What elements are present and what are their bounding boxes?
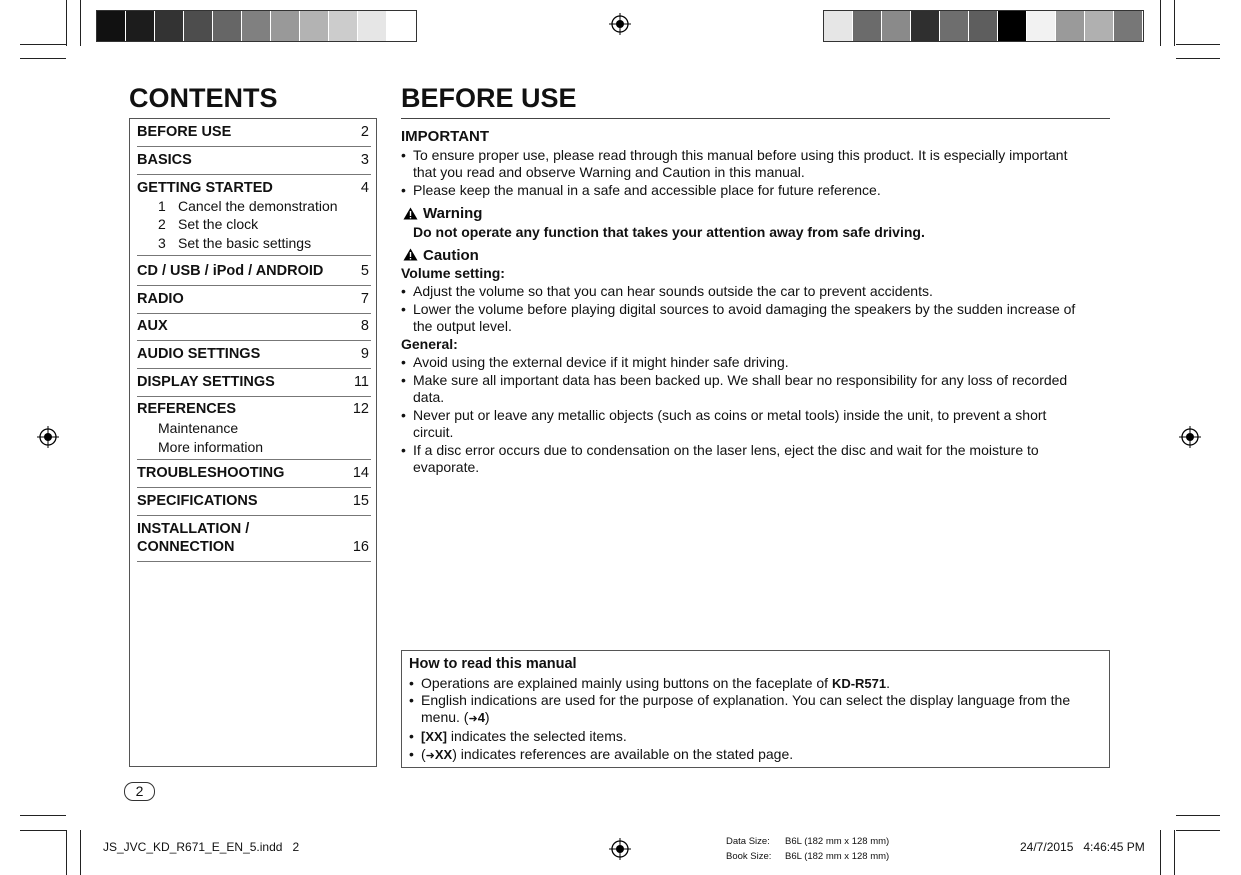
- bullet-dot: •: [401, 407, 406, 423]
- footer-filename: JS_JVC_KD_R671_E_EN_5.indd 2: [103, 840, 300, 854]
- how-bullet-3: [XX] indicates the selected items.: [421, 728, 627, 744]
- color-swatch: [97, 11, 126, 41]
- book-size-value: B6L (182 mm x 128 mm): [785, 851, 890, 862]
- color-swatch: [911, 11, 940, 41]
- page-number: 2: [124, 782, 155, 801]
- toc-page: 5: [360, 263, 369, 279]
- toc-page: 2: [360, 124, 369, 140]
- color-swatch: [184, 11, 213, 41]
- data-size-value: B6L (182 mm x 128 mm): [785, 836, 890, 847]
- toc-label: REFERENCES: [137, 401, 237, 417]
- toc-label: CD / USB / iPod / ANDROID: [137, 263, 324, 279]
- toc-page: 9: [360, 346, 369, 362]
- toc-item-troubleshooting[interactable]: [137, 465, 371, 488]
- bullet-dot: •: [401, 372, 406, 388]
- bullet-dot: •: [409, 728, 414, 744]
- bullet-dot: •: [401, 442, 406, 458]
- how-to-read-box: [401, 650, 1110, 768]
- toc-label: GETTING STARTED: [137, 180, 273, 196]
- color-swatch: [1027, 11, 1056, 41]
- important-bullet-1: To ensure proper use, please read through this manual before using this product. It is especially important that you read and observe Warning and Caution in this manual.: [413, 147, 1068, 180]
- registration-mark-icon: [609, 838, 631, 860]
- arrow-right-icon: ➜: [468, 713, 478, 725]
- important-heading: IMPORTANT: [401, 128, 490, 145]
- color-swatch: [853, 11, 882, 41]
- color-swatch: [824, 11, 853, 41]
- toc-page: 3: [360, 152, 369, 168]
- toc-page: 12: [352, 401, 369, 417]
- color-swatch: [969, 11, 998, 41]
- toc-label: CONNECTION: [137, 539, 235, 555]
- toc-label: DISPLAY SETTINGS: [137, 374, 275, 390]
- toc-page: 16: [352, 539, 369, 555]
- how-to-read-heading: How to read this manual: [409, 656, 577, 672]
- contents-title: CONTENTS: [129, 83, 278, 113]
- bullet-dot: •: [409, 692, 414, 708]
- color-swatch: [1085, 11, 1114, 41]
- caution-icon: [403, 248, 418, 261]
- color-bar-right: [823, 10, 1144, 42]
- color-swatch: [213, 11, 242, 41]
- table-of-contents: [129, 118, 377, 767]
- color-swatch: [242, 11, 271, 41]
- volume-bullet-1: Adjust the volume so that you can hear sounds outside the car to prevent accidents.: [413, 283, 933, 299]
- color-swatch: [329, 11, 358, 41]
- toc-page: 11: [353, 374, 369, 390]
- toc-label: AUDIO SETTINGS: [137, 346, 261, 362]
- toc-item-cd-usb[interactable]: [137, 263, 371, 286]
- registration-mark-icon: [1179, 426, 1201, 448]
- toc-sub-item[interactable]: More information: [158, 439, 264, 455]
- color-swatch: [358, 11, 387, 41]
- color-swatch: [387, 11, 416, 41]
- toc-sub-item[interactable]: Maintenance: [158, 420, 239, 436]
- toc-item-before-use[interactable]: [137, 124, 371, 147]
- warning-heading: Warning: [423, 205, 483, 222]
- toc-label: SPECIFICATIONS: [137, 493, 258, 509]
- general-bullet-3: Never put or leave any metallic objects (such as coins or metal tools) inside the unit, to prevent a short circuit.: [413, 407, 1047, 440]
- caution-heading: Caution: [423, 247, 479, 264]
- general-heading: General:: [401, 336, 458, 352]
- toc-item-getting-started[interactable]: [137, 180, 371, 256]
- toc-label: BEFORE USE: [137, 124, 232, 140]
- warning-icon: [403, 207, 418, 220]
- toc-sub-item[interactable]: Set the clock: [178, 216, 259, 232]
- toc-item-radio[interactable]: [137, 291, 371, 314]
- color-swatch: [882, 11, 911, 41]
- toc-sub-item[interactable]: Cancel the demonstration: [178, 198, 338, 214]
- toc-item-audio-settings[interactable]: [137, 346, 371, 369]
- footer-timestamp: 24/7/2015 4:46:45 PM: [1020, 840, 1145, 854]
- volume-heading: Volume setting:: [401, 265, 505, 281]
- toc-item-aux[interactable]: [137, 318, 371, 341]
- book-size-label: Book Size:: [726, 851, 772, 862]
- color-swatch: [940, 11, 969, 41]
- color-swatch: [998, 11, 1027, 41]
- general-bullet-4: If a disc error occurs due to condensation on the laser lens, eject the disc and wait for the moisture to evaporate.: [413, 442, 1039, 475]
- how-bullet-2: English indications are used for the purpose of explanation. You can select the display language from the menu. (➜4): [421, 692, 1071, 725]
- bullet-dot: •: [401, 182, 406, 198]
- toc-label: TROUBLESHOOTING: [137, 465, 285, 481]
- toc-item-display-settings[interactable]: [137, 374, 371, 397]
- color-swatch: [271, 11, 300, 41]
- toc-sub-item[interactable]: Set the basic settings: [178, 235, 312, 251]
- toc-item-specifications[interactable]: [137, 493, 371, 516]
- registration-mark-icon: [37, 426, 59, 448]
- registration-mark-icon: [609, 13, 631, 35]
- toc-page: 7: [360, 291, 369, 307]
- general-bullet-1: Avoid using the external device if it might hinder safe driving.: [413, 354, 789, 370]
- bullet-dot: •: [401, 283, 406, 299]
- bullet-dot: •: [401, 354, 406, 370]
- color-swatch: [1056, 11, 1085, 41]
- how-bullet-4: (➜XX) indicates references are available on the stated page.: [421, 746, 794, 762]
- toc-page: 15: [352, 493, 369, 509]
- before-use-title: BEFORE USE: [401, 83, 577, 113]
- bullet-dot: •: [409, 746, 414, 762]
- how-bullet-1: Operations are explained mainly using buttons on the faceplate of KD-R571.: [421, 675, 891, 691]
- volume-bullet-2: Lower the volume before playing digital sources to avoid damaging the speakers by the sudden increase of the output level.: [413, 301, 1076, 334]
- arrow-right-icon: ➜: [425, 750, 435, 762]
- color-swatch: [155, 11, 184, 41]
- toc-page: 14: [352, 465, 369, 481]
- toc-label: AUX: [137, 318, 168, 334]
- toc-item-references[interactable]: [137, 401, 371, 460]
- color-swatch: [300, 11, 329, 41]
- color-swatch: [126, 11, 155, 41]
- data-size-label: Data Size:: [726, 836, 770, 847]
- toc-label: BASICS: [137, 152, 192, 168]
- toc-sub-num: 2: [158, 216, 166, 232]
- toc-label: INSTALLATION /: [137, 521, 250, 537]
- toc-sub-num: 3: [158, 235, 166, 251]
- bullet-dot: •: [401, 301, 406, 317]
- bullet-dot: •: [401, 147, 406, 163]
- warning-text: Do not operate any function that takes your attention away from safe driving.: [413, 224, 925, 240]
- general-bullet-2: Make sure all important data has been backed up. We shall bear no responsibility for any loss of recorded data.: [413, 372, 1068, 405]
- toc-item-basics[interactable]: [137, 152, 371, 175]
- color-bar-left: [96, 10, 417, 42]
- toc-page: 4: [360, 180, 369, 196]
- title-rule: [401, 118, 1110, 119]
- color-swatch: [1114, 11, 1143, 41]
- toc-item-installation[interactable]: [137, 521, 371, 562]
- toc-sub-num: 1: [158, 198, 166, 214]
- toc-page: 8: [360, 318, 369, 334]
- bullet-dot: •: [409, 675, 414, 691]
- toc-label: RADIO: [137, 291, 184, 307]
- important-bullet-2: Please keep the manual in a safe and accessible place for future reference.: [413, 182, 881, 198]
